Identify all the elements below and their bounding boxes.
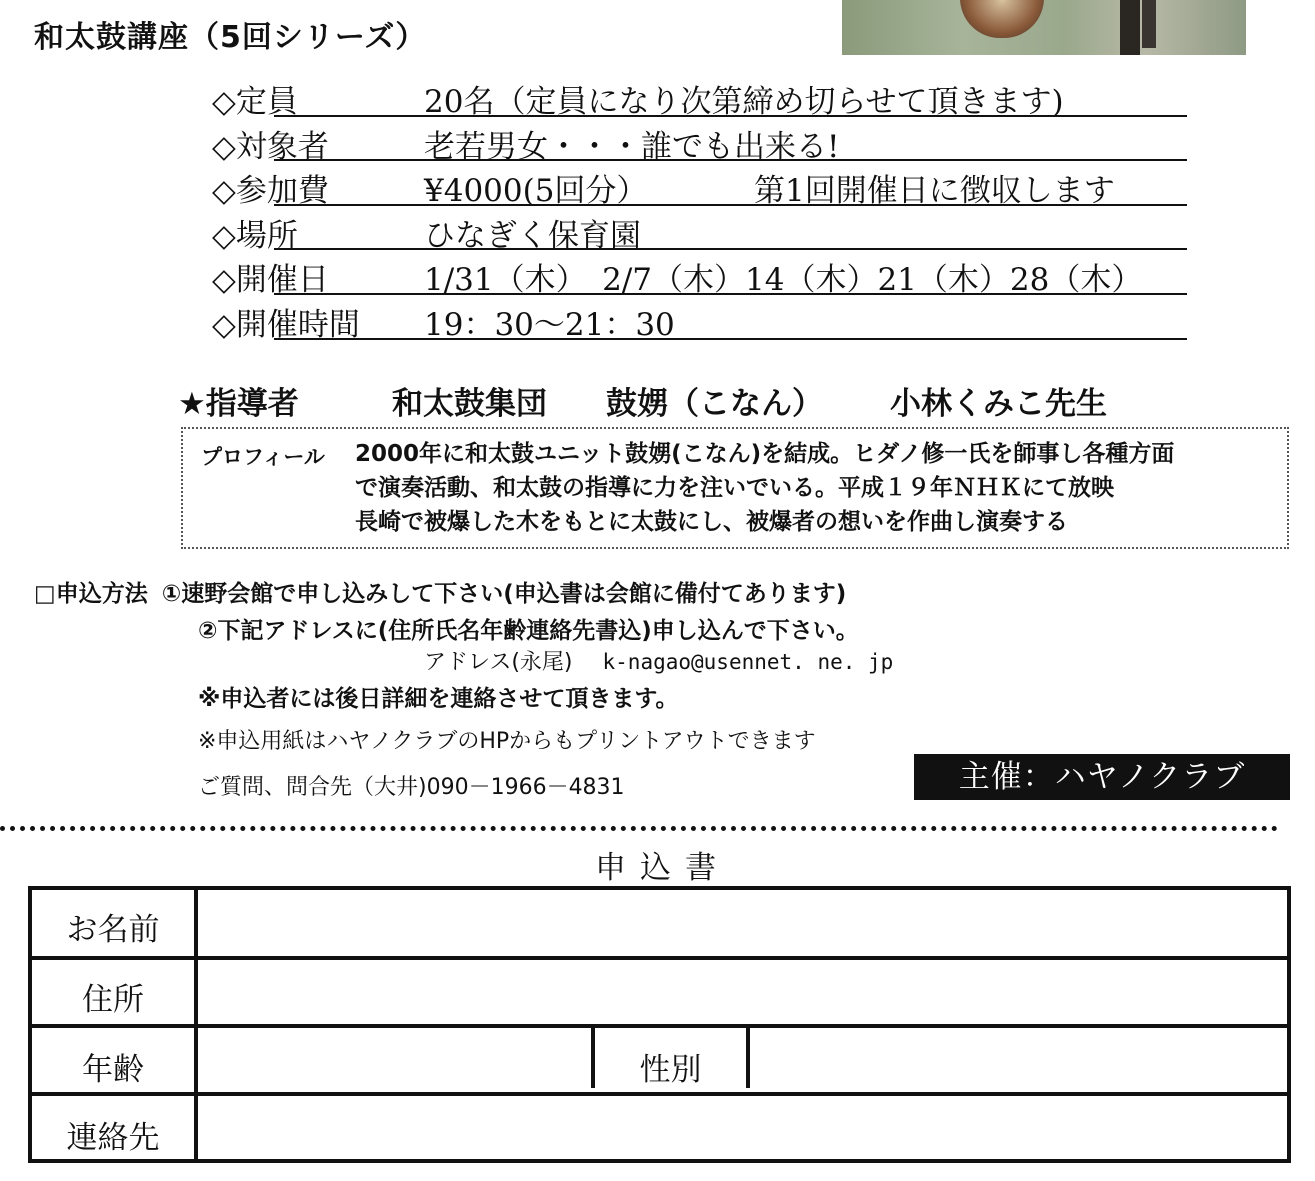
info-value: 老若男女・・・誰でも出来る!: [424, 128, 840, 165]
profile-line: 2000年に和太鼓ユニット鼓娚(こなん)を結成。ヒダノ修一氏を師事し各種方面: [355, 441, 1175, 467]
info-label: ◇対象者: [212, 128, 329, 165]
info-value: ひなぎく保育園: [424, 217, 641, 254]
name-field[interactable]: [198, 890, 1287, 956]
profile-line: 長崎で被爆した木をもとに太鼓にし、被爆者の想いを作曲し演奏する: [355, 509, 1068, 535]
info-label: ◇開催日: [212, 262, 329, 299]
performer-image-2: [1142, 0, 1156, 48]
address-label: アドレス(永尾): [424, 650, 573, 675]
contact-info: ご質問、問合先（大井)090－1966－4831: [198, 775, 625, 800]
info-value: ¥4000(5回分）: [424, 173, 648, 210]
application-method-2: ②下記アドレスに(住所氏名年齢連絡先書込)申し込んで下さい。: [198, 618, 859, 644]
info-row-audience: [212, 117, 1187, 165]
contact-field[interactable]: [198, 1096, 1287, 1159]
address-field-label: 住所: [82, 982, 144, 1018]
address-line: [424, 645, 893, 676]
info-row-dates: [212, 250, 1187, 299]
info-row-capacity: [212, 72, 1187, 120]
application-method-1: ①速野会館で申し込みして下さい(申込書は会館に備付てあります): [161, 581, 847, 607]
profile-text: [355, 437, 1285, 539]
instructor-label: ★指導者: [178, 386, 299, 422]
page-title: 和太鼓講座（5回シリーズ）: [34, 20, 427, 55]
info-label: ◇開催時間: [212, 306, 360, 343]
info-row-fee: [212, 161, 1187, 210]
profile-box: [181, 427, 1289, 549]
performer-image: [1120, 0, 1140, 55]
info-label: ◇参加費: [212, 173, 329, 210]
gender-field[interactable]: [750, 1028, 1287, 1092]
instructor-group: 和太鼓集団: [392, 386, 547, 422]
name-label: お名前: [66, 912, 160, 948]
application-label: □申込方法: [34, 581, 148, 607]
address-field[interactable]: [198, 960, 1287, 1024]
age-label: 年齢: [82, 1052, 144, 1088]
drum-image: [960, 0, 1044, 38]
gender-label: 性別: [639, 1052, 702, 1088]
info-row-time: [212, 295, 1187, 343]
form-title: 申込書: [595, 850, 730, 886]
taiko-photo: [842, 0, 1246, 55]
note-print: ※申込用紙はハヤノクラブのHPからもプリントアウトできます: [198, 729, 816, 754]
info-value: 20名（定員になり次第締め切らせて頂きます): [424, 84, 1064, 120]
info-label: ◇場所: [212, 217, 298, 254]
email-link[interactable]: k-nagao@usennet. ne. jp: [602, 650, 894, 674]
note-followup: ※申込者には後日詳細を連絡させて頂きます。: [198, 686, 679, 712]
instructor-name: 小林くみこ先生: [890, 386, 1107, 422]
cut-line-divider: [0, 826, 1278, 831]
host-badge: 主催：ハヤノクラブ: [914, 754, 1290, 800]
age-field[interactable]: [198, 1028, 591, 1092]
info-note: 第1回開催日に徴収します: [754, 173, 1115, 210]
info-value: 19：30～21：30: [424, 306, 675, 343]
instructor-team: 鼓娚（こなん）: [606, 386, 823, 422]
contact-field-label: 連絡先: [66, 1120, 160, 1156]
application-method: [34, 575, 846, 608]
info-row-location: [212, 206, 1187, 254]
info-list: [212, 72, 1187, 343]
info-label: ◇定員: [212, 84, 298, 120]
application-form: [28, 886, 1291, 1163]
profile-line: で演奏活動、和太鼓の指導に力を注いでいる。平成１９年ＮＨＫにて放映: [355, 475, 1114, 501]
info-value: 1/31（木） 2/7（木）14（木）21（木）28（木）: [424, 262, 1143, 299]
profile-label: プロフィール: [201, 445, 325, 469]
underline: [274, 338, 1187, 340]
